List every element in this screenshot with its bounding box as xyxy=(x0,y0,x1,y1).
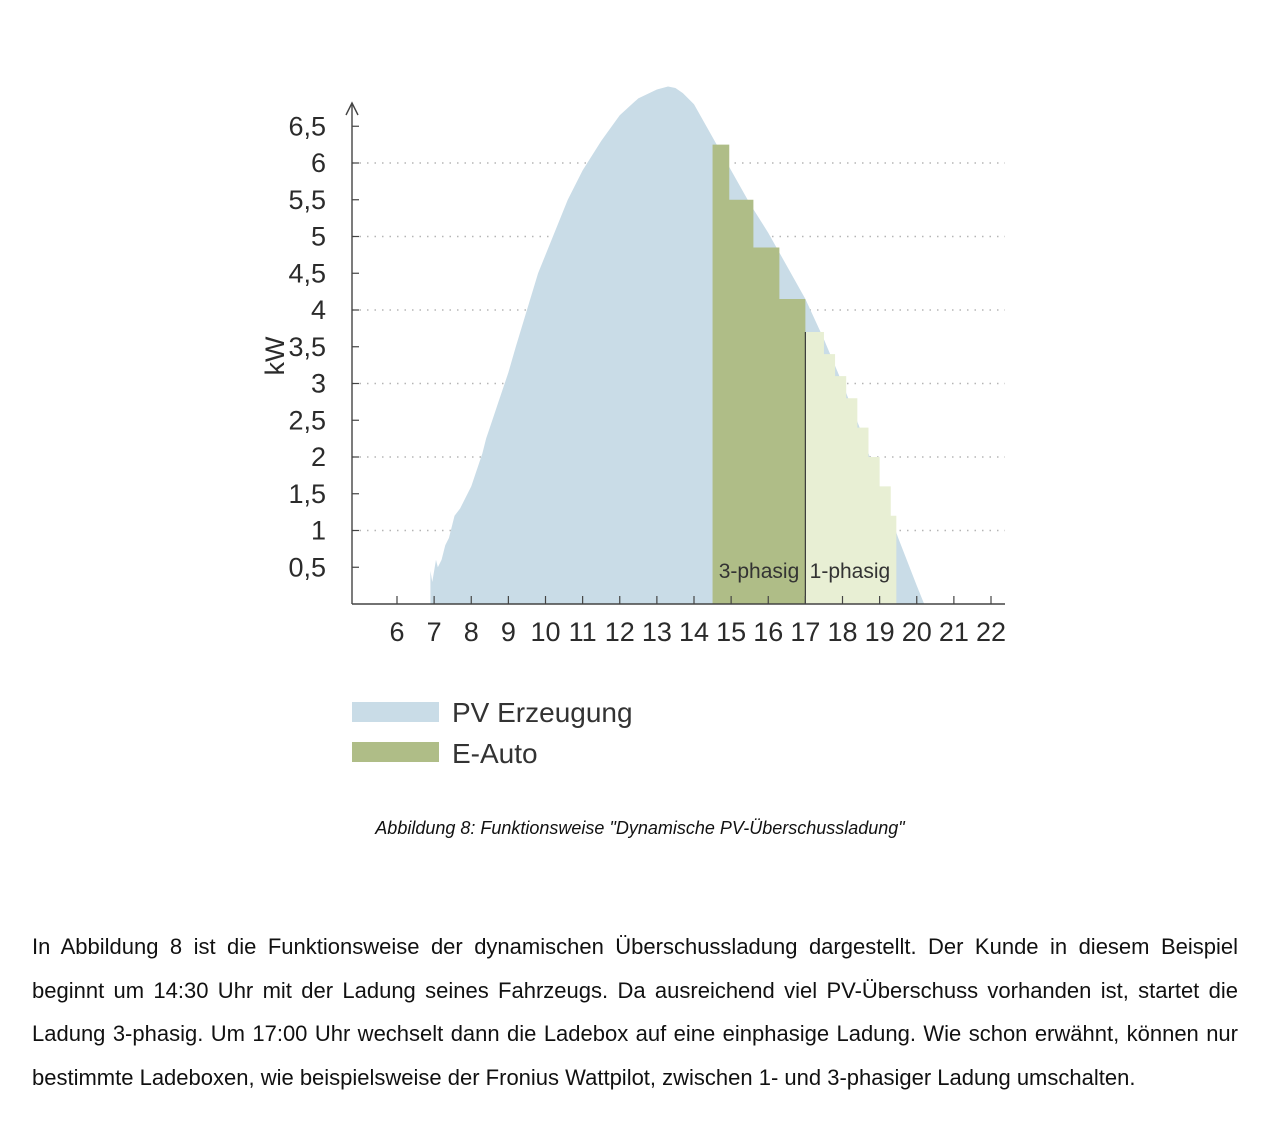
legend-swatch-pv xyxy=(352,702,439,722)
y-tick-label: 4 xyxy=(310,295,326,325)
y-tick-label: 6,5 xyxy=(288,111,326,142)
y-tick-label: 6 xyxy=(310,148,326,178)
figure-caption: Abbildung 8: Funktionsweise "Dynamische PV-Überschussladung" xyxy=(375,818,905,838)
x-tick-label: 14 xyxy=(678,617,710,647)
series-e-auto-area xyxy=(713,145,806,604)
legend-label-pv: PV Erzeugung xyxy=(452,697,633,728)
x-tick-label: 19 xyxy=(864,617,895,647)
x-tick-label: 22 xyxy=(975,617,1007,647)
x-tick-label: 11 xyxy=(568,617,597,647)
x-tick-label: 21 xyxy=(938,617,969,647)
x-tick-label: 13 xyxy=(641,617,672,647)
y-tick-label: 3 xyxy=(310,368,326,399)
y-tick-label: 1,5 xyxy=(288,478,326,509)
x-tick-label: 20 xyxy=(901,617,932,647)
y-tick-label: 3,5 xyxy=(288,331,326,362)
x-tick-label: 18 xyxy=(827,617,858,647)
legend-label-e-auto: E-Auto xyxy=(452,738,538,769)
y-tick-label: 2,5 xyxy=(288,405,326,436)
y-tick-label: 0,5 xyxy=(288,552,326,583)
x-tick-label: 15 xyxy=(716,617,747,647)
y-tick-label: 5 xyxy=(310,221,326,252)
legend xyxy=(352,697,633,769)
annotation-1-phasig: 1-phasig xyxy=(809,559,891,583)
legend-swatch-e-auto xyxy=(352,742,439,762)
x-tick-label: 7 xyxy=(426,617,442,647)
annotation-3-phasig: 3-phasig xyxy=(718,559,800,583)
body-paragraph: In Abbildung 8 ist die Funktionsweise der dynamischen Überschussladung dargestellt. Der Kunde in diesem Beispiel beginnt um 14:30 Uhr mit der Ladung seines Fahrzeugs. Da ausreichend viel PV-Überschuss vorhanden ist, startet die Ladung 3-phasig. Um 17:00 Uhr wechselt dann die Ladebox auf eine einphasige Ladung. Wie schon erwähnt, können nur bestimmte Ladeboxen, wie beispielsweise der Fronius Wattpilot, zwischen 1- und 3-phasiger Ladung umschalten. xyxy=(32,934,1238,1090)
x-tick-label: 10 xyxy=(530,617,561,647)
x-tick-label: 6 xyxy=(389,617,405,647)
x-tick-label: 16 xyxy=(753,617,784,647)
y-tick-label: 4,5 xyxy=(288,258,326,289)
x-tick-label: 8 xyxy=(463,617,479,647)
x-tick-label: 12 xyxy=(604,617,635,647)
x-tick-label: 9 xyxy=(500,617,516,647)
y-tick-label: 2 xyxy=(310,442,326,472)
x-tick-label: 17 xyxy=(790,617,821,647)
chart-areas xyxy=(430,87,924,604)
y-tick-label: 5,5 xyxy=(288,184,326,215)
y-axis-title: kW xyxy=(260,336,290,376)
y-tick-label: 1 xyxy=(310,515,326,546)
